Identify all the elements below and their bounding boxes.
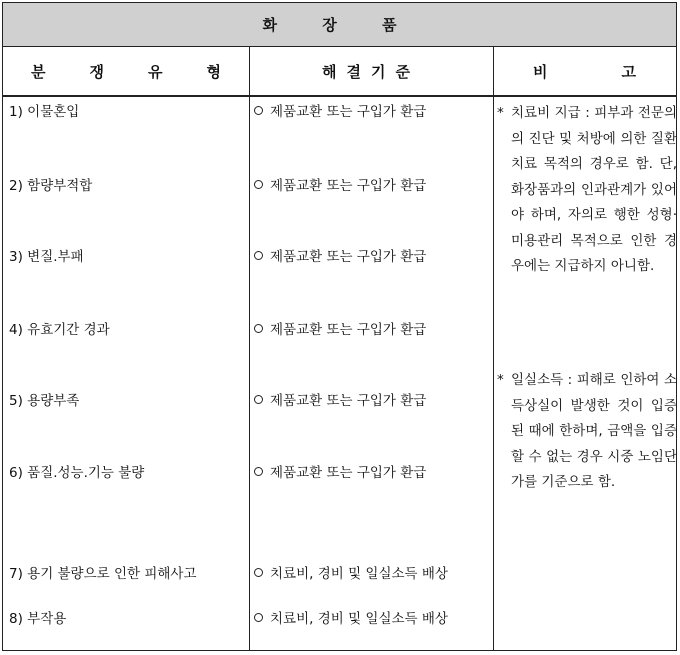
resolution-text: 치료비, 경비 및 일실소득 배상 <box>270 611 448 627</box>
remark-note <box>497 368 677 496</box>
remark-text: 일실소득 : 피해로 인하여 소득상실이 발생한 것이 입증된 때에 한하며, 금액을 입증할 수 없는 경우 시중 노임단가를 기준으로 함. <box>511 372 677 490</box>
remark-text: 치료비 지급 : 피부과 전문의의 진단 및 처방에 의한 질환 치료 목적의 경우로 함. 단, 화장품과의 인과관계가 있어야 하며, 자의로 행한 성형·미용관리 목적으로 인한 경우에는 지급하지 아니함. <box>511 105 677 274</box>
asterisk-marker: * <box>497 372 504 388</box>
header-remarks-char: 고 <box>621 62 636 81</box>
resolution-cell <box>254 245 426 265</box>
header-remarks <box>493 47 676 95</box>
dispute-type-cell: 6) 품질.성능.기능 불량 <box>9 465 145 481</box>
remark-note <box>497 101 677 280</box>
header-row <box>3 47 676 97</box>
resolution-cell <box>254 100 426 120</box>
column-divider <box>249 47 250 650</box>
resolution-cell <box>254 562 448 582</box>
dispute-type-cell: 2) 함량부적합 <box>9 178 93 194</box>
resolution-cell <box>254 389 426 409</box>
circle-bullet-icon <box>254 180 263 189</box>
resolution-text: 제품교환 또는 구입가 환급 <box>270 322 427 338</box>
resolution-text: 제품교환 또는 구입가 환급 <box>270 393 427 409</box>
dispute-type-cell: 4) 유효기간 경과 <box>9 322 110 338</box>
header-criteria: 해결기준 <box>322 62 420 81</box>
circle-bullet-icon <box>254 467 263 476</box>
dispute-type-cell: 7) 용기 불량으로 인한 피해사고 <box>9 566 197 582</box>
dispute-type-cell: 5) 용량부족 <box>9 393 80 409</box>
table-title: 화 장 품 <box>3 3 676 47</box>
resolution-cell <box>254 607 448 627</box>
dispute-resolution-table <box>2 2 677 651</box>
resolution-text: 치료비, 경비 및 일실소득 배상 <box>270 566 448 582</box>
header-dispute-type <box>3 47 249 95</box>
column-divider <box>493 47 494 650</box>
header-remarks-char: 비 <box>533 62 548 81</box>
resolution-text: 제품교환 또는 구입가 환급 <box>270 178 427 194</box>
header-dispute-type-char: 형 <box>206 62 221 81</box>
circle-bullet-icon <box>254 324 263 333</box>
resolution-text: 제품교환 또는 구입가 환급 <box>270 465 427 481</box>
circle-bullet-icon <box>254 251 263 260</box>
asterisk-marker: * <box>497 105 504 121</box>
resolution-cell <box>254 174 426 194</box>
resolution-cell <box>254 461 426 481</box>
circle-bullet-icon <box>254 568 263 577</box>
header-dispute-type-char: 유 <box>148 62 163 81</box>
dispute-type-cell: 8) 부작용 <box>9 611 67 627</box>
circle-bullet-icon <box>254 395 263 404</box>
dispute-type-cell: 1) 이물혼입 <box>9 104 80 120</box>
circle-bullet-icon <box>254 106 263 115</box>
resolution-text: 제품교환 또는 구입가 환급 <box>270 249 427 265</box>
resolution-text: 제품교환 또는 구입가 환급 <box>270 104 427 120</box>
dispute-type-cell: 3) 변질.부패 <box>9 249 84 265</box>
header-dispute-type-char: 쟁 <box>89 62 104 81</box>
header-dispute-type-char: 분 <box>31 62 46 81</box>
resolution-cell <box>254 318 426 338</box>
circle-bullet-icon <box>254 613 263 622</box>
